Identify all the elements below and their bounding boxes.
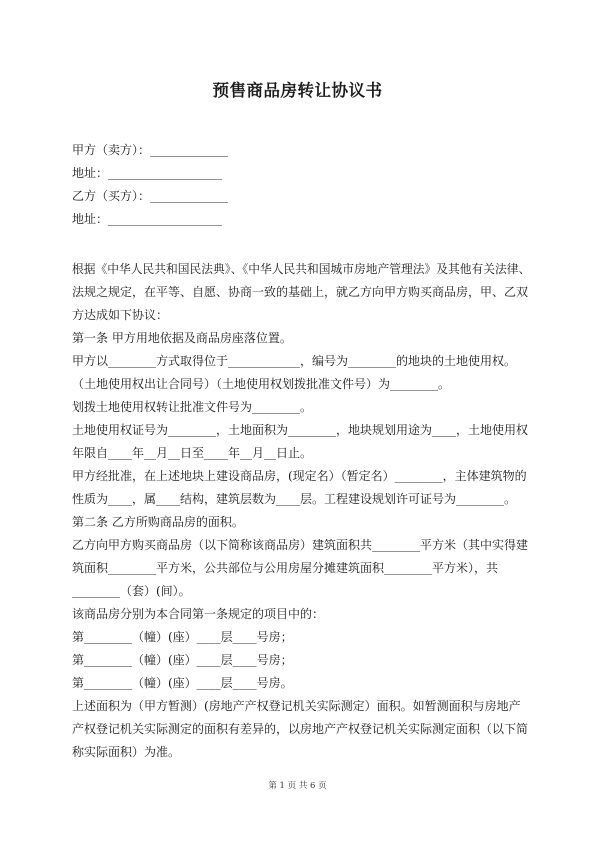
body-line: 土地使用权证号为________，土地面积为________，地块规划用途为____，土地使用权 <box>72 423 529 437</box>
body-line: 筑面积________平方米，公共部位与公用房屋分摊建筑面积________平方米），共 <box>72 561 499 575</box>
body-line: 划拨土地使用权转让批准文件号为________。 <box>72 400 313 414</box>
body-line: 根据《中华人民共和国民法典》、《中华人民共和国城市房地产管理法》及其他有关法律、 <box>72 262 531 276</box>
body-line: 甲方经批准，在上述地块上建设商品房，(现定名）（暂定名）________，主体建筑物的 <box>72 469 527 483</box>
body-line: 性质为____，属____结构，建筑层数为____层。工程建设规划许可证号为________。 <box>72 492 517 506</box>
article-heading: 第一条 甲方用地依据及商品房座落位置。 <box>72 331 292 345</box>
document-title: 预售商品房转让协议书 <box>212 81 383 100</box>
party-a-seller: 甲方（卖方）：_____________ <box>72 143 229 157</box>
party-b-buyer: 乙方（买方）：_____________ <box>72 189 229 203</box>
body-line: 第________（幢）(座）____层____号房； <box>72 630 293 644</box>
body-line: 方达成如下协议： <box>72 308 169 322</box>
page-number-footer: 第 1 页 共 6 页 <box>268 781 327 791</box>
body-line: 该商品房分别为本合同第一条规定的项目中的： <box>72 607 325 621</box>
body-line: 法规之规定，在平等、自愿、协商一致的基础上，就乙方向甲方购买商品房，甲、乙双 <box>72 285 529 299</box>
body-line: 乙方向甲方购买商品房（以下简称该商品房）建筑面积共________平方米（其中实得建 <box>72 538 529 552</box>
party-a-address: 地址：___________________ <box>72 166 223 180</box>
article-heading: 第二条 乙方所购商品房的面积。 <box>72 515 244 529</box>
body-line: 上述面积为（甲方暂测）(房地产产权登记机关实际测定）面积。如暂测面积与房地产 <box>72 699 521 713</box>
body-line: 产权登记机关实际测定的面积有差异的，以房地产产权登记机关实际测定面积（以下简 <box>72 722 529 736</box>
party-b-address: 地址：___________________ <box>72 212 223 226</box>
body-line: 甲方以________方式取得位于____________，编号为________的地块的土地使用权。 <box>72 354 517 368</box>
body-line: ________（套）(间）。 <box>72 584 191 598</box>
body-line: 年限自____年__月__日至____年__月__日止。 <box>72 446 313 460</box>
body-line: 第________（幢）(座）____层____号房； <box>72 653 293 667</box>
body-line: （土地使用权出让合同号）（土地使用权划拨批准文件号）为________。 <box>72 377 451 391</box>
body-line: 第________（幢）(座）____层____号房。 <box>72 676 293 690</box>
body-line: 称实际面积）为准。 <box>72 745 181 759</box>
